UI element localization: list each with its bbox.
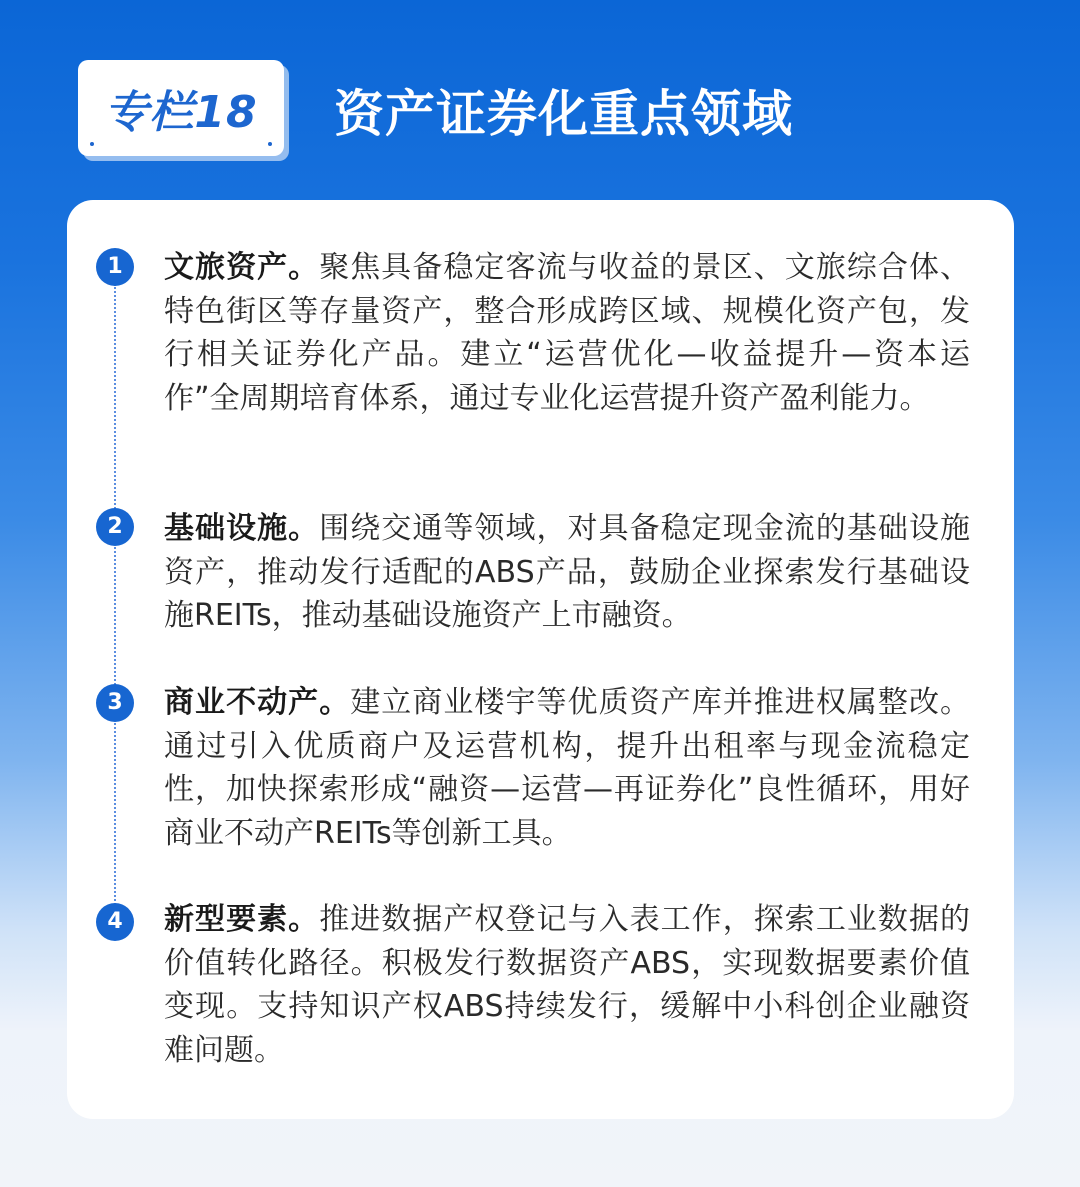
column-badge-label: 专栏18 <box>104 87 258 138</box>
item-number-badge-3: 3 <box>96 684 134 722</box>
list-item-4 <box>164 898 970 1072</box>
badge-dot-right <box>268 142 272 146</box>
item-body: 围绕交通等领域，对具备稳定现金流的基础设施资产，推动发行适配的ABS产品，鼓励企业探索发行基础设施REITs，推动基础设施资产上市融资。 <box>164 511 971 633</box>
item-heading: 文旅资产。 <box>164 250 320 285</box>
item-body: 聚焦具备稳定客流与收益的景区、文旅综合体、特色街区等存量资产，整合形成跨区域、规模化资产包，发行相关证券化产品。建立“运营优化—收益提升—资本运作”全周期培育体系，通过专业化运营提升资产盈利能力。 <box>164 250 971 416</box>
column-badge <box>78 60 284 156</box>
timeline-dotted-line <box>114 284 116 924</box>
item-body: 建立商业楼宇等优质资产库并推进权属整改。通过引入优质商户及运营机构，提升出租率与现金流稳定性，加快探索形成“融资—运营—再证券化”良性循环，用好商业不动产REITs等创新工具。 <box>164 685 971 851</box>
list-item-3 <box>164 681 970 855</box>
list-item-1 <box>164 246 970 420</box>
list-item-2 <box>164 507 970 638</box>
item-number-badge-4: 4 <box>96 903 134 941</box>
page-title: 资产证券化重点领域 <box>334 85 793 143</box>
item-number-badge-2: 2 <box>96 508 134 546</box>
item-heading: 新型要素。 <box>164 902 320 937</box>
item-body: 推进数据产权登记与入表工作，探索工业数据的价值转化路径。积极发行数据资产ABS，实现数据要素价值变现。支持知识产权ABS持续发行，缓解中小科创企业融资难问题。 <box>164 902 971 1068</box>
item-heading: 基础设施。 <box>164 511 320 546</box>
item-number-badge-1: 1 <box>96 248 134 286</box>
item-heading: 商业不动产。 <box>164 685 351 720</box>
badge-dot-left <box>90 142 94 146</box>
